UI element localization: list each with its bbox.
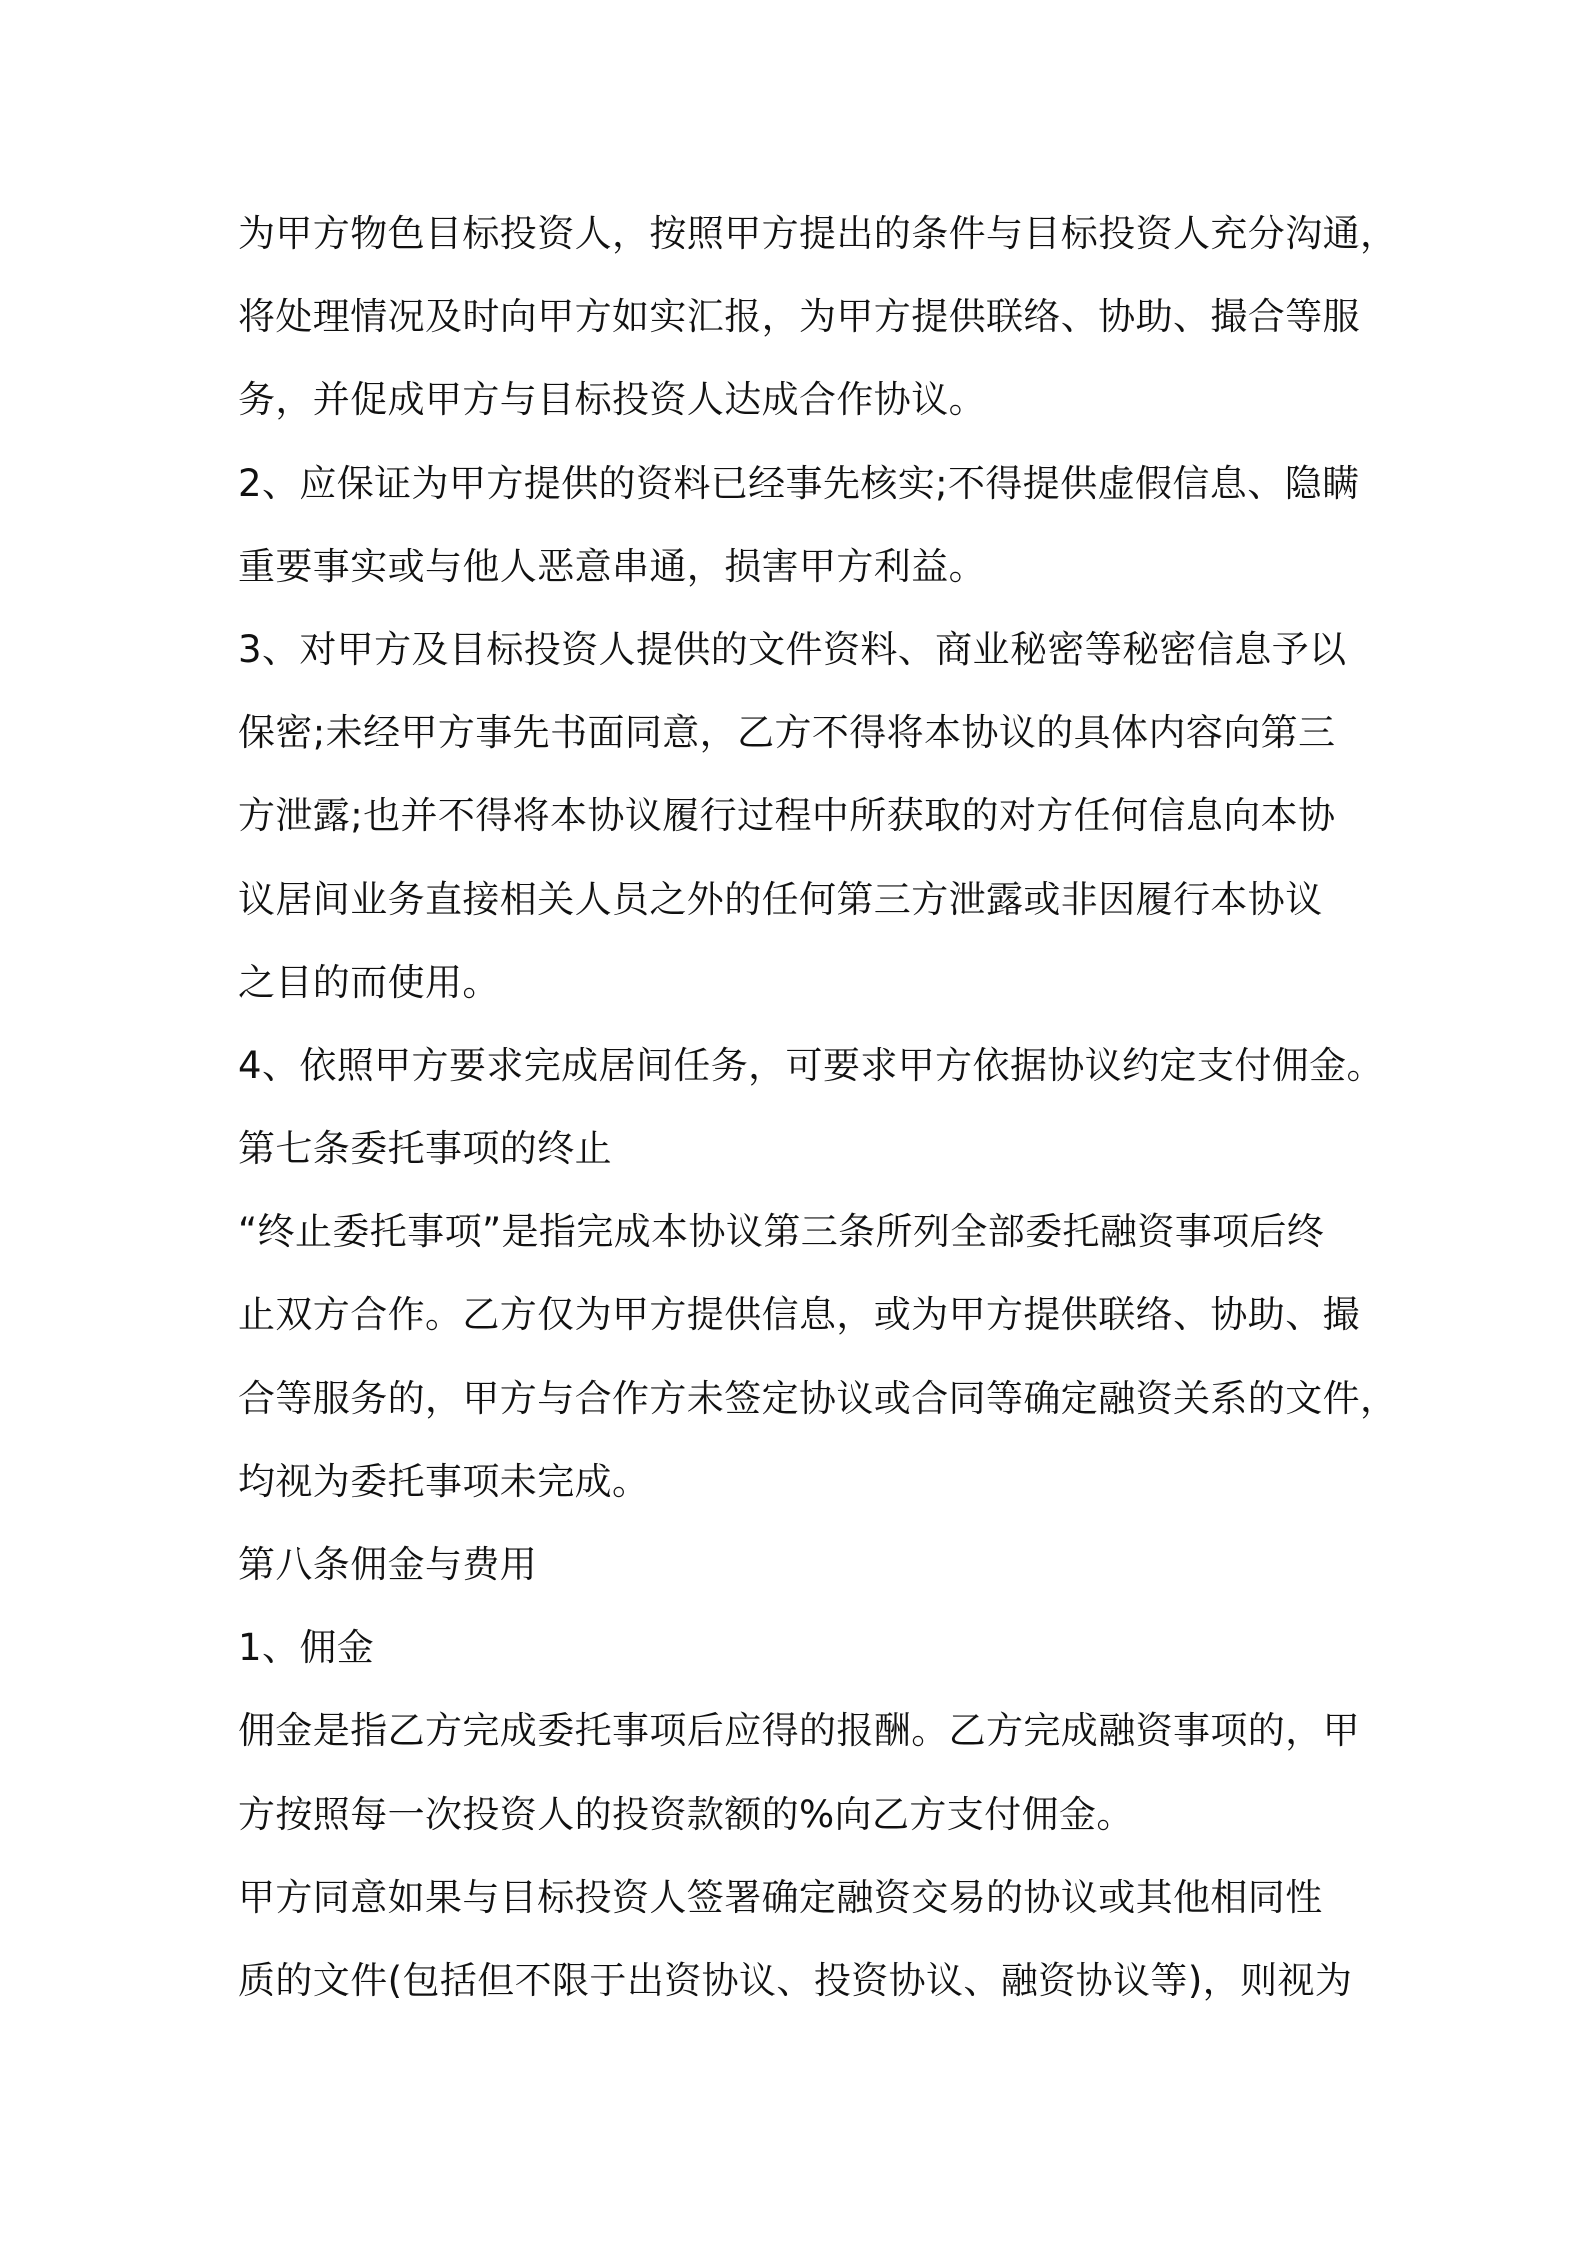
text-line: 为甲方物色目标投资人，按照甲方提出的条件与目标投资人充分沟通，	[238, 212, 1398, 255]
section-heading: 第八条佣金与费用	[238, 1543, 538, 1586]
text-line: 2、应保证为甲方提供的资料已经事先核实;不得提供虚假信息、隐瞒	[238, 461, 1360, 505]
text-line: 3、对甲方及目标投资人提供的文件资料、商业秘密等秘密信息予以	[238, 627, 1347, 671]
text-line: 之目的而使用。	[238, 960, 500, 1004]
text-line: 议居间业务直接相关人员之外的任何第三方泄露或非因履行本协议	[238, 877, 1323, 921]
text-line: 甲方同意如果与目标投资人签署确定融资交易的协议或其他相同性	[238, 1875, 1323, 1919]
text-line: 质的文件(包括但不限于出资协议、投资协议、融资协议等)，则视为	[238, 1958, 1353, 2002]
text-line: 务，并促成甲方与目标投资人达成合作协议。	[238, 378, 986, 422]
text-line: 重要事实或与他人恶意串通，损害甲方利益。	[238, 544, 986, 588]
subsection-heading: 1、佣金	[238, 1626, 375, 1670]
text-line: 合等服务的，甲方与合作方未签定协议或合同等确定融资关系的文件，	[238, 1376, 1398, 1420]
text-line: 4、依照甲方要求完成居间任务，可要求甲方依据协议约定支付佣金。	[238, 1043, 1384, 1087]
text-line: 保密;未经甲方事先书面同意，乙方不得将本协议的具体内容向第三	[238, 711, 1336, 755]
text-line: 方泄露;也并不得将本协议履行过程中所获取的对方任何信息向本协	[238, 794, 1336, 838]
document-body	[238, 192, 1398, 2022]
text-line: 均视为委托事项未完成。	[238, 1459, 650, 1503]
text-line: 佣金是指乙方完成委托事项后应得的报酬。乙方完成融资事项的，甲	[238, 1709, 1360, 1753]
text-line: 方按照每一次投资人的投资款额的%向乙方支付佣金。	[238, 1792, 1134, 1836]
text-line: 将处理情况及时向甲方如实汇报，为甲方提供联络、协助、撮合等服	[238, 295, 1360, 339]
text-line: 止双方合作。乙方仅为甲方提供信息，或为甲方提供联络、协助、撮	[238, 1293, 1360, 1337]
text-line: “终止委托事项”是指完成本协议第三条所列全部委托融资事项后终	[238, 1210, 1325, 1254]
section-heading: 第七条委托事项的终止	[238, 1127, 612, 1171]
